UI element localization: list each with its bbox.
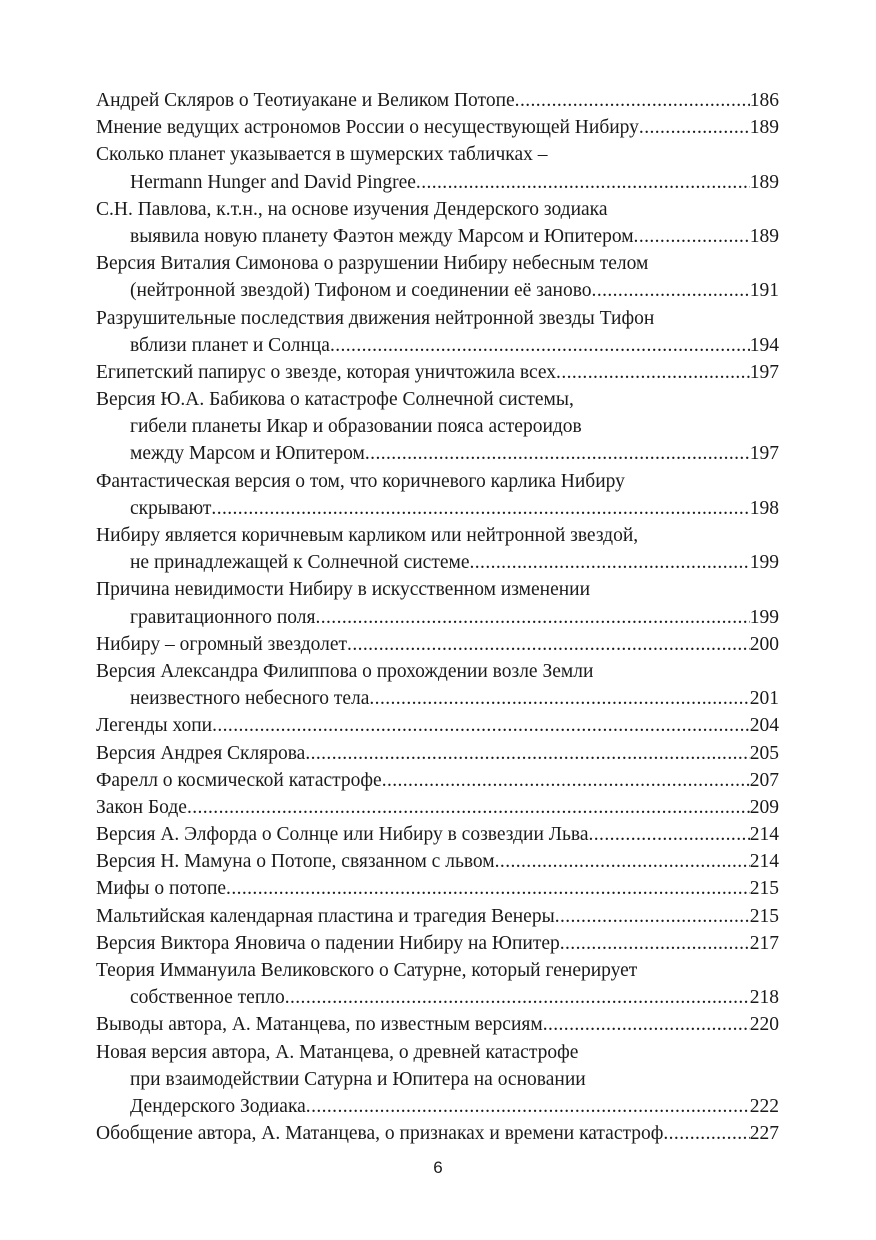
leader-dots [555,903,750,930]
leader-dots [347,631,750,658]
toc-entry[interactable] [96,1039,779,1121]
toc-title: Египетский папирус о звезде, которая уничтожила всех [96,361,557,383]
toc-entry[interactable] [96,794,779,821]
toc-title: не принадлежащей к Солнечной системе [130,552,470,574]
toc-line [96,332,779,359]
toc-line [96,277,779,304]
toc-entry[interactable] [96,468,779,522]
toc-title: Мальтийская календарная пластина и трагедия Венеры [96,905,555,927]
leader-dots [589,821,750,848]
toc-page-number: 205 [749,742,779,764]
toc-line [96,223,779,250]
toc-entry[interactable] [96,87,779,114]
toc-line [96,359,779,386]
toc-line: Версия Ю.А. Бабикова о катастрофе Солнечной системы, [96,389,574,411]
toc-line: при взаимодействии Сатурна и Юпитера на основании [130,1068,586,1090]
toc-title: Версия Виктора Яновича о падении Нибиру на Юпитер [96,932,560,954]
toc-line [96,549,779,576]
toc-title: Версия Н. Мамуна о Потопе, связанном с львом [96,851,495,873]
toc-line: Теория Иммануила Великовского о Сатурне, который генерирует [96,960,638,981]
toc-title: Фарелл о космической катастрофе [96,769,382,791]
toc-title: вблизи планет и Солнца [130,334,330,356]
leader-dots [560,930,750,957]
toc-line [96,712,779,739]
leader-dots [285,984,750,1011]
toc-page-number: 222 [749,1095,779,1117]
leader-dots [663,1120,749,1147]
toc-entry[interactable] [96,875,779,902]
toc-line [96,1120,779,1147]
toc-page-number: 194 [749,334,779,356]
leader-dots [639,114,750,141]
toc-entry[interactable] [96,930,779,957]
toc-entry[interactable] [96,386,779,468]
leader-dots [305,740,749,767]
toc-page-number: 197 [749,443,779,465]
leader-dots [306,1093,750,1120]
toc-line [96,740,779,767]
toc-line: гибели планеты Икар и образовании пояса астероидов [130,416,582,438]
toc-line: Сколько планет указывается в шумерских табличках – [96,144,548,166]
toc-line [96,930,779,957]
leader-dots [226,875,750,902]
toc-page-number: 215 [749,905,779,927]
toc-page-number: 199 [749,552,779,574]
leader-dots [365,440,750,467]
toc-entry[interactable] [96,359,779,386]
toc-title: Нибиру – огромный звездолет [96,633,348,655]
toc-title: неизвестного небесного тела [130,688,370,710]
toc-page-number: 209 [749,796,779,818]
toc-entry[interactable] [96,196,779,250]
toc-line: С.Н. Павлова, к.т.н., на основе изучения Дендерского зодиака [96,198,608,220]
toc-page-number: 207 [749,769,779,791]
leader-dots [187,794,750,821]
toc-line [96,685,779,712]
toc-page-number: 198 [749,497,779,519]
table-of-contents [96,87,779,1147]
toc-title: выявила новую планету Фаэтон между Марсом и Юпитером [130,225,634,247]
toc-title: Андрей Скляров о Теотиуакане и Великом Потопе [96,90,515,111]
toc-line: Причина невидимости Нибиру в искусственном изменении [96,579,591,601]
toc-entry[interactable] [96,114,779,141]
leader-dots [634,223,750,250]
leader-dots [315,604,749,631]
toc-title: Мифы о потопе [96,878,227,900]
toc-entry[interactable] [96,903,779,930]
toc-entry[interactable] [96,1011,779,1038]
toc-page-number: 218 [749,987,779,1009]
toc-line: Версия Александра Филиппова о прохождении возле Земли [96,660,594,682]
leader-dots [211,495,749,522]
toc-page-number: 201 [749,688,779,710]
toc-title: Версия А. Элфорда о Солнце или Нибиру в созвездии Льва [96,824,589,846]
toc-page-number: 220 [749,1014,779,1036]
toc-entry[interactable] [96,305,779,359]
toc-title: Мнение ведущих астрономов России о несуществующей Нибиру [96,117,639,139]
leader-dots [330,332,750,359]
toc-page-number: 214 [749,824,779,846]
leader-dots [416,169,750,196]
toc-entry[interactable] [96,631,779,658]
toc-page-number: 189 [749,171,779,193]
toc-line [96,875,779,902]
toc-title: Легенды хопи [96,715,213,737]
toc-line: Нибиру является коричневым карликом или нейтронной звездой, [96,525,639,546]
toc-page-number: 199 [749,606,779,628]
toc-line [96,495,779,522]
toc-title: гравитационного поля [130,606,316,628]
toc-title: собственное тепло [130,987,285,1009]
toc-line [96,1093,779,1120]
toc-entry[interactable] [96,1120,779,1147]
leader-dots [382,767,750,794]
leader-dots [495,848,750,875]
leader-dots [543,1011,750,1038]
toc-entry[interactable] [96,658,779,712]
toc-title: Закон Боде [96,796,187,818]
toc-title: Версия Андрея Склярова [96,742,306,764]
toc-page-number: 186 [749,90,779,111]
toc-line [96,1011,779,1038]
toc-entry[interactable] [96,740,779,767]
toc-entry[interactable] [96,576,779,630]
toc-title: Выводы автора, А. Матанцева, по известным версиям [96,1014,543,1036]
toc-entry[interactable] [96,141,779,195]
toc-line [96,114,779,141]
toc-entry[interactable] [96,821,779,848]
toc-entry[interactable] [96,712,779,739]
toc-title: Дендерского Зодиака [130,1095,306,1117]
toc-page-number: 217 [749,932,779,954]
toc-entry[interactable] [96,250,779,304]
toc-entry[interactable] [96,848,779,875]
page-number: 6 [433,1158,443,1177]
toc-page-number: 227 [749,1123,779,1145]
leader-dots [515,87,750,114]
toc-entry[interactable] [96,957,779,1011]
toc-line [96,794,779,821]
toc-line [96,169,779,196]
toc-line [96,440,779,467]
toc-line [96,848,779,875]
toc-line [96,631,779,658]
toc-page-number: 214 [749,851,779,873]
toc-entry[interactable] [96,767,779,794]
toc-line [96,821,779,848]
toc-page-number: 189 [749,117,779,139]
toc-page-number: 189 [749,225,779,247]
leader-dots [592,277,750,304]
toc-line: Новая версия автора, А. Матанцева, о древней катастрофе [96,1041,579,1063]
toc-page-number: 204 [749,715,779,737]
toc-entry[interactable] [96,522,779,576]
toc-title: между Марсом и Юпитером [130,443,365,465]
toc-line [96,87,779,114]
leader-dots [212,712,750,739]
toc-line: Разрушительные последствия движения нейтронной звезды Тифон [96,307,655,329]
toc-title: Hermann Hunger and David Pingree [130,171,416,193]
leader-dots [556,359,750,386]
toc-line: Версия Виталия Симонова о разрушении Нибиру небесным телом [96,253,649,275]
toc-page-number: 215 [749,878,779,900]
leader-dots [470,549,750,576]
toc-line: Фантастическая версия о том, что коричневого карлика Нибиру [96,470,625,492]
toc-line [96,767,779,794]
toc-page-number: 197 [749,361,779,383]
leader-dots [369,685,749,712]
toc-title: (нейтронной звездой) Тифоном и соединении её заново [130,280,592,302]
toc-title: скрывают [130,497,212,519]
toc-title: Обобщение автора, А. Матанцева, о признаках и времени катастроф [96,1123,664,1145]
toc-page-number: 191 [749,280,779,302]
toc-line [96,604,779,631]
toc-line [96,984,779,1011]
toc-page-number: 200 [749,633,779,655]
toc-line [96,903,779,930]
